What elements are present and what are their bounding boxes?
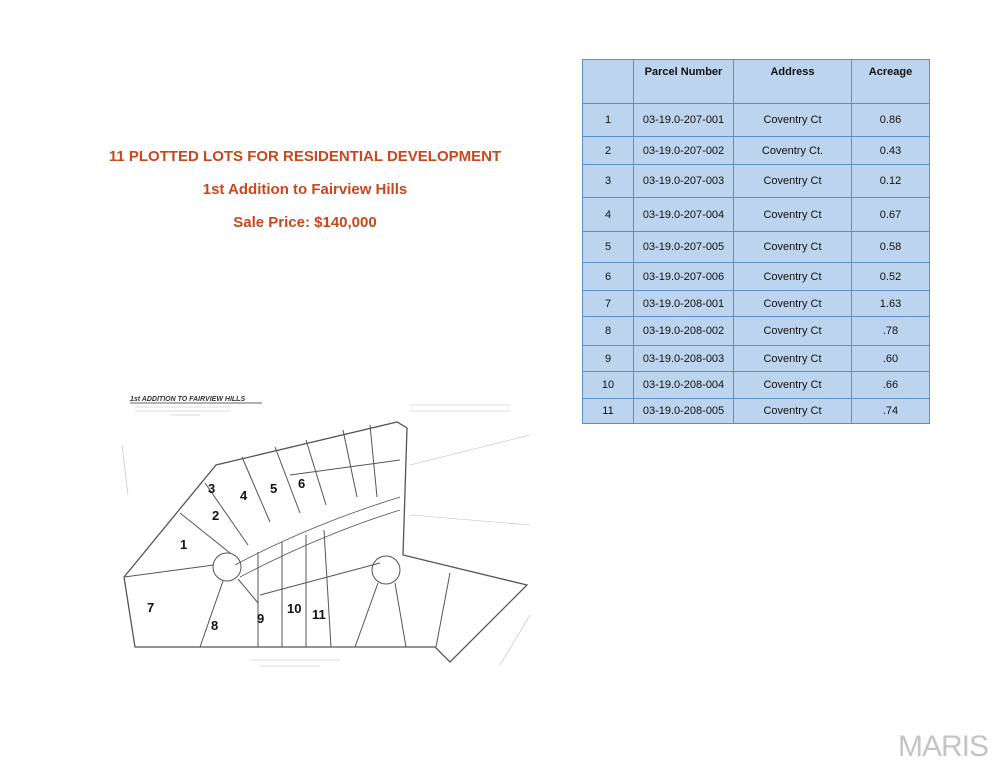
- cell-parcel-number: 03-19.0-207-003: [634, 165, 734, 198]
- cell-acreage: 0.86: [852, 104, 930, 137]
- headline-subtitle: 1st Addition to Fairview Hills: [202, 181, 408, 198]
- cell-parcel-number: 03-19.0-208-004: [634, 372, 734, 399]
- cell-acreage: 0.12: [852, 165, 930, 198]
- table-row: [583, 198, 930, 232]
- cell-address: Coventry Ct.: [734, 137, 852, 165]
- cell-address: Coventry Ct: [734, 372, 852, 399]
- table-row: [583, 165, 930, 198]
- cell-acreage: .60: [852, 346, 930, 372]
- cell-index: 6: [583, 263, 634, 291]
- cell-index: 3: [583, 165, 634, 198]
- cell-parcel-number: 03-19.0-208-002: [634, 317, 734, 346]
- cell-address: Coventry Ct: [734, 291, 852, 317]
- sale-price: Sale Price: $140,000: [233, 214, 377, 231]
- cell-address: Coventry Ct: [734, 104, 852, 137]
- cell-acreage: 0.43: [852, 137, 930, 165]
- cell-parcel-number: 03-19.0-207-006: [634, 263, 734, 291]
- cell-index: 2: [583, 137, 634, 165]
- cell-index: 8: [583, 317, 634, 346]
- cell-acreage: .74: [852, 399, 930, 424]
- cell-address: Coventry Ct: [734, 232, 852, 263]
- cell-acreage: 0.58: [852, 232, 930, 263]
- cell-index: 10: [583, 372, 634, 399]
- cell-index: 9: [583, 346, 634, 372]
- lot-label: 4: [240, 488, 248, 503]
- table-header-row: [583, 60, 930, 104]
- table-row: [583, 137, 930, 165]
- cell-parcel-number: 03-19.0-207-004: [634, 198, 734, 232]
- cell-parcel-number: 03-19.0-207-002: [634, 137, 734, 165]
- cell-index: 5: [583, 232, 634, 263]
- cell-acreage: .66: [852, 372, 930, 399]
- col-header-address: Address: [734, 60, 852, 104]
- cell-acreage: 1.63: [852, 291, 930, 317]
- cell-index: 11: [583, 399, 634, 424]
- headline-title: 11 PLOTTED LOTS FOR RESIDENTIAL DEVELOPMENT: [108, 148, 502, 165]
- cell-address: Coventry Ct: [734, 317, 852, 346]
- cell-parcel-number: 03-19.0-207-005: [634, 232, 734, 263]
- cell-acreage: .78: [852, 317, 930, 346]
- cell-index: 4: [583, 198, 634, 232]
- lot-label: 3: [208, 481, 216, 496]
- parcel-table: [582, 59, 930, 424]
- lot-label: 5: [270, 481, 278, 496]
- lot-label: 1: [180, 537, 188, 552]
- lot-label: 7: [147, 600, 155, 615]
- cell-address: Coventry Ct: [734, 346, 852, 372]
- lot-label: 8: [211, 618, 219, 633]
- cell-address: Coventry Ct: [734, 165, 852, 198]
- table-row: [583, 346, 930, 372]
- cell-address: Coventry Ct: [734, 399, 852, 424]
- table-row: [583, 291, 930, 317]
- col-header-acreage: Acreage: [852, 60, 930, 104]
- table-row: [583, 104, 930, 137]
- lot-label: 10: [287, 601, 302, 616]
- plat-map: [110, 385, 530, 675]
- table-row: [583, 317, 930, 346]
- col-header-parcel: Parcel Number: [634, 60, 734, 104]
- cell-acreage: 0.67: [852, 198, 930, 232]
- maris-watermark: MARIS: [898, 730, 989, 763]
- cell-index: 7: [583, 291, 634, 317]
- table-row: [583, 263, 930, 291]
- table-row: [583, 399, 930, 424]
- table-row: [583, 232, 930, 263]
- cell-parcel-number: 03-19.0-207-001: [634, 104, 734, 137]
- lot-label: 9: [257, 611, 265, 626]
- cell-address: Coventry Ct: [734, 198, 852, 232]
- cell-parcel-number: 03-19.0-208-005: [634, 399, 734, 424]
- lot-label: 2: [212, 508, 220, 523]
- lot-label: 6: [298, 476, 306, 491]
- col-header-index: [583, 60, 634, 104]
- cell-parcel-number: 03-19.0-208-001: [634, 291, 734, 317]
- table-row: [583, 372, 930, 399]
- plat-title: 1st ADDITION TO FAIRVIEW HILLS: [130, 396, 246, 403]
- cell-parcel-number: 03-19.0-208-003: [634, 346, 734, 372]
- cell-acreage: 0.52: [852, 263, 930, 291]
- cell-address: Coventry Ct: [734, 263, 852, 291]
- lot-label: 11: [312, 607, 326, 622]
- cell-index: 1: [583, 104, 634, 137]
